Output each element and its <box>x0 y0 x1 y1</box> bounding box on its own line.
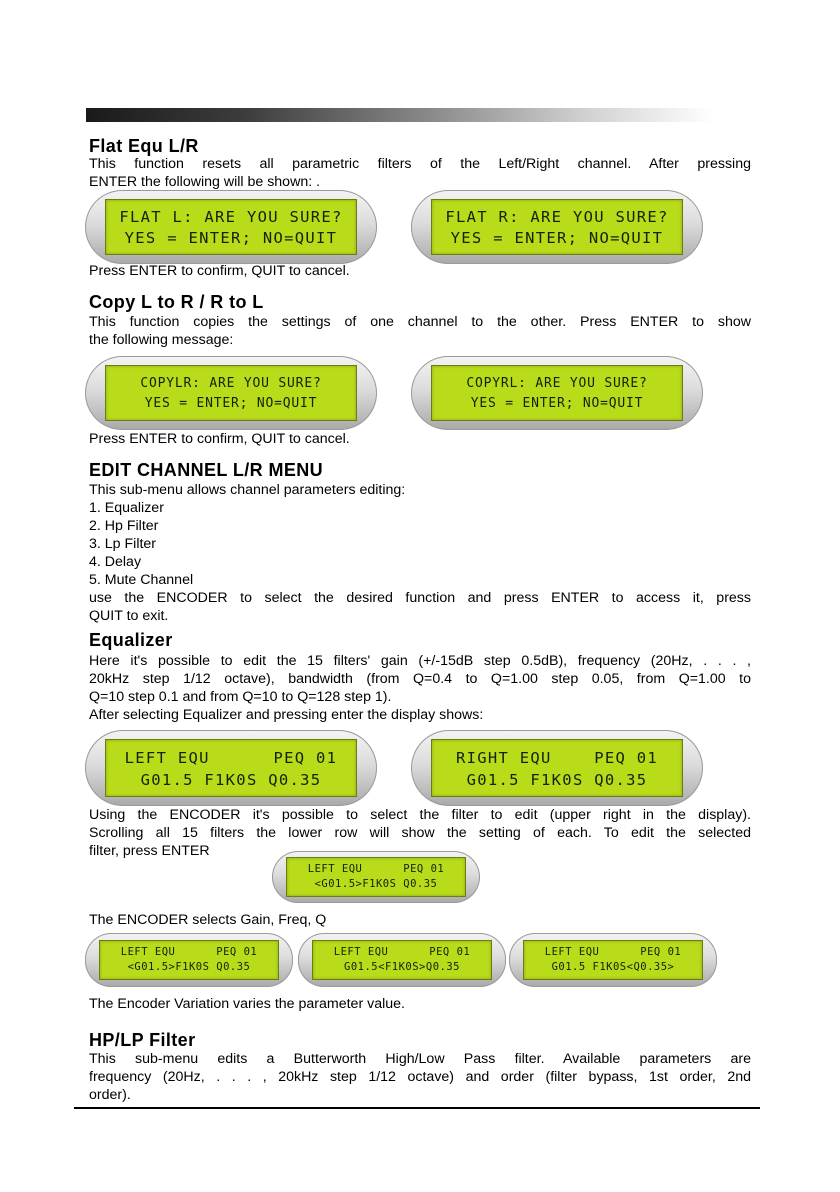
copy-note: Press ENTER to confirm, QUIT to cancel. <box>89 431 350 447</box>
lcd-line-1: RIGHT EQU PEQ 01 <box>455 749 658 767</box>
lcd-line-1: LEFT EQU PEQ 01 <box>307 863 445 875</box>
flat-intro-line-2: ENTER the following will be shown: . <box>89 174 321 190</box>
heading-equalizer: Equalizer <box>89 630 173 650</box>
lcd-copy-right <box>411 356 703 430</box>
lcd-eq-select <box>272 851 480 903</box>
lcd-line-1: FLAT L: ARE YOU SURE? <box>119 208 343 226</box>
header-gradient-bar <box>86 108 714 122</box>
lcd-line-1: LEFT EQU PEQ 01 <box>120 946 258 958</box>
lcd-line-2: <G01.5>F1K0S Q0.35 <box>314 878 438 890</box>
eq-p2-line-2: Scrolling all 15 filters the lower row will show the setting of each. To edit the selected <box>89 825 751 841</box>
lcd-line-1: LEFT EQU PEQ 01 <box>333 946 471 958</box>
lcd-eq-right <box>411 730 703 806</box>
menu-item-lp-filter: 3. Lp Filter <box>89 536 157 552</box>
eq-p1-line-1: Here it's possible to edit the 15 filters' gain (+/-15dB step 0.5dB), frequency (20Hz, . . . , <box>89 653 751 669</box>
heading-edit-channel: EDIT CHANNEL L/R MENU <box>89 460 324 480</box>
flat-note: Press ENTER to confirm, QUIT to cancel. <box>89 263 350 279</box>
lcd-line-2: G01.5 F1K0S Q0.35 <box>140 771 322 789</box>
lcd-line-1: LEFT EQU PEQ 01 <box>124 749 338 767</box>
hplp-line-2: frequency (20Hz, . . . , 20kHz step 1/12 octave) and order (filter bypass, 1st order, 2nd <box>89 1069 751 1085</box>
eq-p1-line-4: After selecting Equalizer and pressing enter the display shows: <box>89 707 484 723</box>
lcd-line-2: YES = ENTER; NO=QUIT <box>124 229 338 247</box>
eq-p2-line-1: Using the ENCODER it's possible to select the filter to edit (upper right in the display). <box>89 807 751 823</box>
lcd-line-2: YES = ENTER; NO=QUIT <box>450 229 664 247</box>
lcd-line-1: LEFT EQU PEQ 01 <box>544 946 682 958</box>
heading-copy: Copy L to R / R to L <box>89 292 264 312</box>
menu-item-mute-channel: 5. Mute Channel <box>89 572 194 588</box>
lcd-eq-gain <box>85 933 293 987</box>
lcd-copy-left <box>85 356 377 430</box>
menu-item-equalizer: 1. Equalizer <box>89 500 164 516</box>
lcd-eq-freq <box>298 933 506 987</box>
variation-note: The Encoder Variation varies the parameter value. <box>89 996 405 1012</box>
lcd-line-2: YES = ENTER; NO=QUIT <box>470 396 644 411</box>
lcd-line-1: COPYLR: ARE YOU SURE? <box>140 376 322 391</box>
edit-outro-line-2: QUIT to exit. <box>89 608 169 624</box>
copy-intro-line-1: This function copies the settings of one channel to the other. Press ENTER to show <box>89 314 751 330</box>
menu-item-delay: 4. Delay <box>89 554 142 570</box>
lcd-line-1: COPYRL: ARE YOU SURE? <box>466 376 648 391</box>
copy-intro-line-2: the following message: <box>89 332 234 348</box>
eq-p2-line-3: filter, press ENTER <box>89 843 210 859</box>
lcd-eq-left <box>85 730 377 806</box>
lcd-flat-right <box>411 190 703 264</box>
lcd-eq-q <box>509 933 717 987</box>
lcd-line-2: <G01.5>F1K0S Q0.35 <box>127 961 251 973</box>
heading-flat-equ: Flat Equ L/R <box>89 136 199 156</box>
encoder-note: The ENCODER selects Gain, Freq, Q <box>89 912 327 928</box>
heading-hplp: HP/LP Filter <box>89 1030 196 1050</box>
lcd-flat-left <box>85 190 377 264</box>
hplp-line-1: This sub-menu edits a Butterworth High/Low Pass filter. Available parameters are <box>89 1051 751 1067</box>
flat-intro-line-1: This function resets all parametric filters of the Left/Right channel. After pressing <box>89 156 751 172</box>
lcd-line-2: YES = ENTER; NO=QUIT <box>144 396 318 411</box>
edit-outro-line-1: use the ENCODER to select the desired function and press ENTER to access it, press <box>89 590 751 606</box>
eq-p1-line-2: 20kHz step 1/12 octave), bandwidth (from Q=0.4 to Q=1.00 step 0.05, from Q=1.00 to <box>89 671 751 687</box>
lcd-line-2: G01.5 F1K0S Q0.35 <box>466 771 648 789</box>
footer-rule <box>74 1107 760 1109</box>
lcd-line-1: FLAT R: ARE YOU SURE? <box>445 208 669 226</box>
lcd-line-2: G01.5 F1K0S<Q0.35> <box>551 961 675 973</box>
menu-item-hp-filter: 2. Hp Filter <box>89 518 159 534</box>
hplp-line-3: order). <box>89 1087 131 1103</box>
edit-intro: This sub-menu allows channel parameters editing: <box>89 482 406 498</box>
lcd-line-2: G01.5<F1K0S>Q0.35 <box>344 961 460 973</box>
eq-p1-line-3: Q=10 step 0.1 and from Q=10 to Q=128 step 1). <box>89 689 392 705</box>
